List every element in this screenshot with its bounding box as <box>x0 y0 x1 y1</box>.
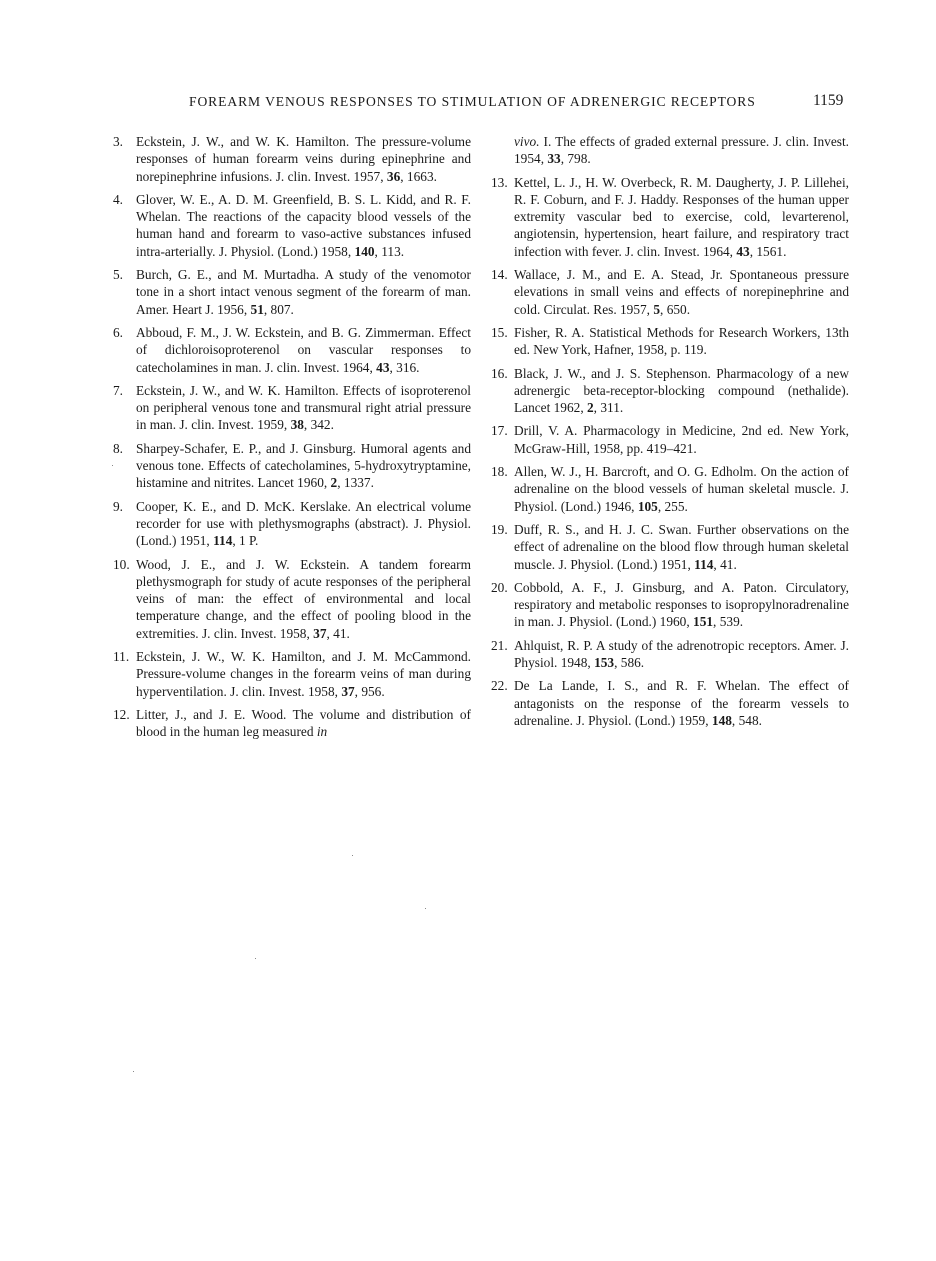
reference-text: Wallace, J. M., and E. A. Stead, Jr. Spontaneous pressure elevations in small veins and effects of norepinephrine and cold. Circulat. Res. 1957, <box>514 267 849 317</box>
reference-item <box>113 556 471 642</box>
reference-item <box>491 677 849 729</box>
reference-text: De La Lande, I. S., and R. F. Whelan. The effect of antagonists on the response of the forearm vessels to adrenaline. J. Physiol. (Lond.) 1959, <box>514 678 849 728</box>
reference-item <box>491 521 849 573</box>
reference-text: Abboud, F. M., J. W. Eckstein, and B. G. Zimmerman. Effect of dichloroisoproterenol on vascular responses to catecholamines in man. J. clin. Invest. 1964, <box>136 324 471 375</box>
reference-number: 15. <box>491 324 508 340</box>
reference-number: 16. <box>491 365 508 381</box>
reference-pages: , 1 P. <box>232 533 259 549</box>
reference-pages: , 113. <box>374 243 405 259</box>
reference-volume: 43 <box>376 359 390 375</box>
reference-number: 14. <box>491 267 508 283</box>
reference-volume: 140 <box>354 243 375 259</box>
reference-pages: , 1337. <box>337 475 374 491</box>
reference-pages: , 548. <box>731 712 762 728</box>
reference-number: 5. <box>113 267 124 283</box>
scan-speck <box>255 958 256 959</box>
reference-text: Burch, G. E., and M. Murtadha. A study of the venomotor tone in a short intact venous segment of the forearm of man. Amer. Heart J. 1956, <box>136 267 471 317</box>
reference-text: Drill, V. A. Pharmacology in Medicine, 2nd ed. New York, McGraw-Hill, 1958, pp. 419–421. <box>514 423 849 456</box>
reference-pages: , 807. <box>263 301 294 317</box>
reference-volume: 114 <box>213 533 233 549</box>
reference-volume: 105 <box>637 498 658 514</box>
scan-speck <box>425 908 426 909</box>
reference-volume: 33 <box>547 151 561 167</box>
reference-item <box>491 463 849 515</box>
reference-text: Cooper, K. E., and D. McK. Kerslake. An electrical volume recorder for use with plethysmographs (abstract). J. Physiol. (Lond.) 1951, <box>136 498 471 549</box>
running-title: FOREARM VENOUS RESPONSES TO STIMULATION OF ADRENERGIC RECEPTORS <box>189 94 756 109</box>
reference-volume: 38 <box>290 417 304 433</box>
reference-text: Wood, J. E., and J. W. Eckstein. A tandem forearm plethysmograph for study of acute responses of the peripheral veins of man: the effect of environmental and local temperature change, and the effect of pooling blood in the extremities. J. clin. Invest. 1958, <box>136 556 471 641</box>
references-right-column <box>491 133 849 735</box>
reference-item <box>113 266 471 318</box>
reference-item <box>491 579 849 631</box>
reference-text: Black, J. W., and J. S. Stephenson. Pharmacology of a new adrenergic beta-receptor-blocking compound (nethalide). Lancet 1962, <box>514 365 849 416</box>
reference-italic: in <box>316 724 328 740</box>
scan-speck <box>352 855 353 856</box>
reference-pages: , 342. <box>303 417 334 433</box>
reference-item <box>491 365 849 417</box>
reference-volume: 5 <box>653 301 661 317</box>
reference-number: 17. <box>491 423 508 439</box>
reference-pages: , 586. <box>614 655 645 671</box>
reference-volume: 51 <box>250 301 264 317</box>
reference-number: 4. <box>113 191 124 207</box>
reference-italic: vivo. <box>514 134 540 149</box>
reference-item <box>113 498 471 550</box>
reference-number: 19. <box>491 521 508 537</box>
reference-pages: , 1561. <box>749 243 787 259</box>
reference-number: 20. <box>491 579 508 595</box>
reference-item <box>113 133 471 185</box>
reference-text: Eckstein, J. W., and W. K. Hamilton. Effects of isoproterenol on peripheral venous tone and transmural right atrial pressure in man. J. clin. Invest. 1959, <box>136 382 471 433</box>
reference-text: Glover, W. E., A. D. M. Greenfield, B. S. L. Kidd, and R. F. Whelan. The reactions of the capacity blood vessels of the human hand and forearm to vaso-active substances infused intra-arterially. J. Physiol. (Lond.) 1958, <box>136 191 471 259</box>
reference-item <box>491 637 849 672</box>
reference-pages: , 798. <box>560 151 591 167</box>
reference-pages: , 539. <box>713 614 744 630</box>
reference-volume: 43 <box>736 243 750 259</box>
reference-item <box>113 440 471 492</box>
reference-item <box>491 324 849 359</box>
reference-number: 8. <box>113 440 124 456</box>
reference-item <box>113 324 471 376</box>
reference-number: 3. <box>113 134 124 149</box>
reference-number: 6. <box>113 324 124 340</box>
reference-text: Eckstein, J. W., and W. K. Hamilton. The pressure-volume responses of human forearm veins during epinephrine and norepinephrine infusions. J. clin. Invest. 1957, <box>136 134 471 184</box>
reference-text: Fisher, R. A. Statistical Methods for Research Workers, 13th ed. New York, Hafner, 1958, p. 119. <box>514 324 849 358</box>
reference-number: 18. <box>491 464 508 480</box>
reference-text: Cobbold, A. F., J. Ginsburg, and A. Paton. Circulatory, respiratory and metabolic responses to isopropylnoradrenaline in man. J. Physiol. (Lond.) 1960, <box>514 579 849 630</box>
reference-text: Kettel, L. J., H. W. Overbeck, R. M. Daugherty, J. P. Lillehei, R. F. Coburn, and F. J. Haddy. Responses of the human upper extremity vascular bed to exercise, cold, levarterenol, angiotensin, hypertension, heart failure, and respiratory tract infection with fever. J. clin. Invest. 1964, <box>514 174 849 259</box>
reference-text: Ahlquist, R. P. A study of the adrenotropic receptors. Amer. J. Physiol. 1948, <box>514 637 849 671</box>
reference-pages: , 41. <box>713 556 737 572</box>
reference-volume: 2 <box>330 475 338 491</box>
reference-number: 10. <box>113 556 130 572</box>
reference-number: 22. <box>491 678 508 694</box>
reference-text: Eckstein, J. W., W. K. Hamilton, and J. M. McCammond. Pressure-volume changes in the forearm veins of man during hyperventilation. J. clin. Invest. 1958, <box>136 649 471 699</box>
reference-pages: , 1663. <box>400 168 437 184</box>
reference-text: Litter, J., and J. E. Wood. The volume and distribution of blood in the human leg measured <box>136 706 471 740</box>
reference-volume: 37 <box>313 625 327 641</box>
reference-pages: , 311. <box>593 400 624 416</box>
page-number: 1159 <box>813 92 844 109</box>
reference-item-continued <box>491 133 849 168</box>
reference-volume: 36 <box>386 168 401 184</box>
reference-text: I. The effects of graded external pressure. J. clin. Invest. 1954, <box>514 134 849 167</box>
reference-volume: 153 <box>594 655 615 671</box>
reference-item <box>113 382 471 434</box>
reference-pages: , 255. <box>657 498 688 514</box>
reference-pages: , 956. <box>354 683 385 699</box>
reference-item <box>113 706 471 741</box>
reference-volume: 148 <box>711 712 732 728</box>
references-left-column <box>113 133 471 747</box>
reference-volume: 2 <box>587 400 594 416</box>
reference-volume: 114 <box>694 556 714 572</box>
scan-speck <box>133 1071 134 1072</box>
reference-pages: , 316. <box>389 359 420 375</box>
reference-volume: 151 <box>693 614 714 630</box>
reference-number: 9. <box>113 498 124 514</box>
reference-item <box>113 191 471 260</box>
reference-text: Duff, R. S., and H. J. C. Swan. Further observations on the effect of adrenaline on the blood flow through human skeletal muscle. J. Physiol. (Lond.) 1951, <box>514 521 849 572</box>
reference-volume: 37 <box>341 683 355 699</box>
reference-number: 21. <box>491 637 508 653</box>
reference-number: 11. <box>113 649 130 665</box>
reference-item <box>491 422 849 457</box>
reference-text: Sharpey-Schafer, E. P., and J. Ginsburg. Humoral agents and venous tone. Effects of catecholamines, 5-hydroxytryptamine, histamine and nitrites. Lancet 1960, <box>136 440 471 491</box>
reference-item <box>491 174 849 260</box>
scan-speck <box>112 465 113 466</box>
reference-pages: , 650. <box>660 301 691 317</box>
reference-item <box>113 648 471 700</box>
reference-number: 7. <box>113 382 124 398</box>
reference-item <box>491 266 849 318</box>
reference-number: 12. <box>113 706 130 722</box>
reference-number: 13. <box>491 174 508 190</box>
reference-pages: , 41. <box>326 625 350 641</box>
reference-text: Allen, W. J., H. Barcroft, and O. G. Edholm. On the action of adrenaline on the blood vessels of human skeletal muscle. J. Physiol. (Lond.) 1946, <box>514 464 849 514</box>
